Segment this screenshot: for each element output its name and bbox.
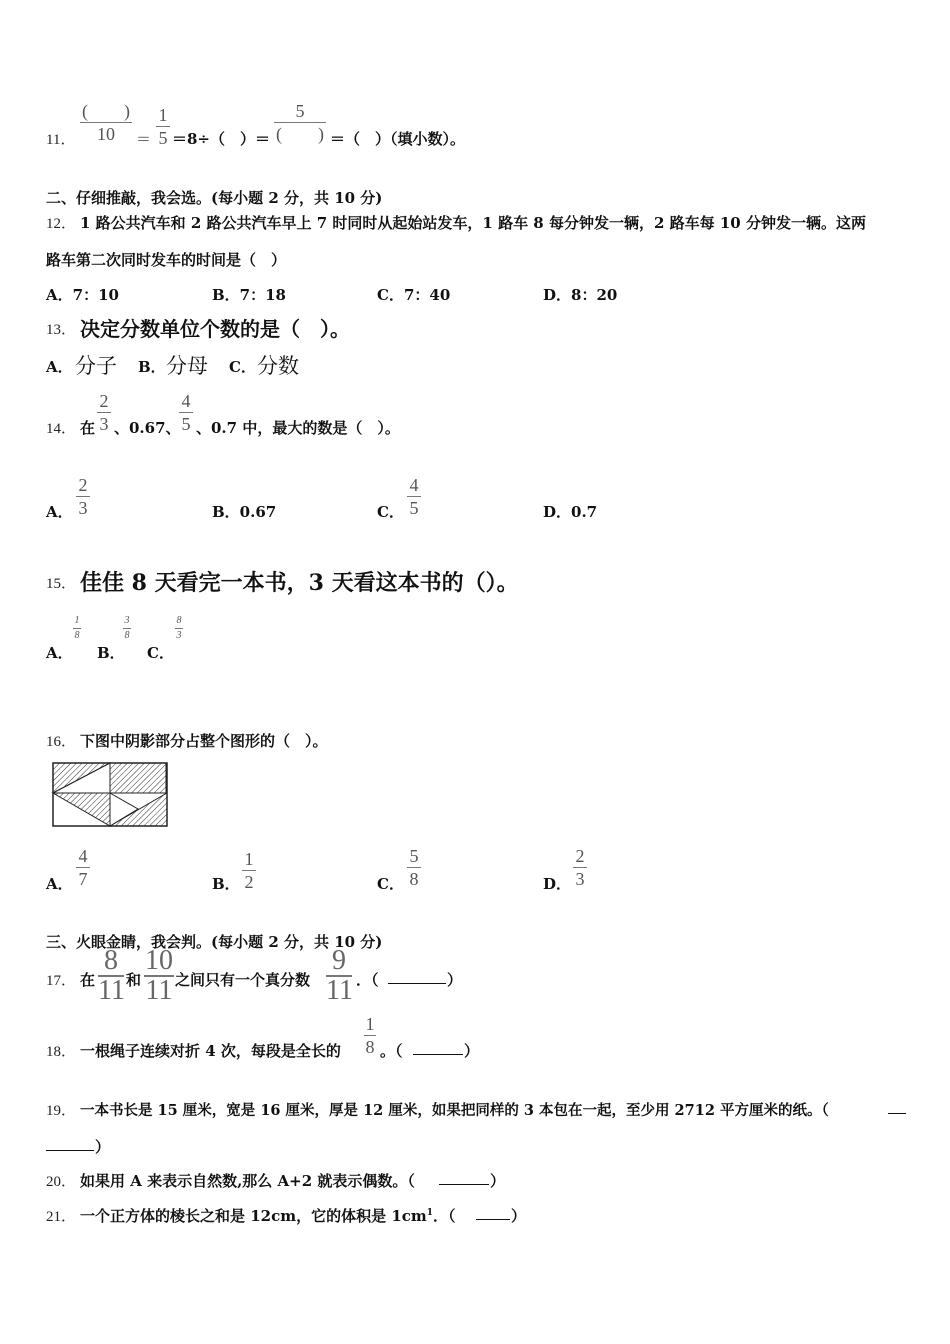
option-c-fraction[interactable]: 8 3	[176, 615, 182, 641]
question-20-text: 如果用 A 来表示自然数,那么 A+2 就表示偶数。（	[80, 1172, 415, 1190]
shaded-figure	[50, 761, 170, 831]
question-number: 14．	[46, 421, 77, 437]
question-number: 12．	[46, 216, 77, 232]
answer-blank[interactable]	[439, 1184, 489, 1185]
fraction: 4 5	[179, 392, 193, 433]
question-number: 19．	[46, 1103, 77, 1119]
answer-blank[interactable]	[413, 1054, 463, 1055]
answer-blank[interactable]	[888, 1113, 906, 1114]
question-number: 15．	[46, 576, 77, 592]
option-d[interactable]: D．8：20	[543, 286, 618, 304]
option-c-text[interactable]: 分数	[257, 354, 299, 378]
option-a-fraction[interactable]: 2 3	[76, 476, 90, 517]
answer-blank[interactable]	[388, 983, 446, 984]
question-number: 11．	[46, 132, 76, 148]
section-heading-2: 二、仔细推敲，我会选。(每小题 2 分，共 10 分)	[46, 189, 383, 207]
question-13-text: 决定分数单位个数的是（ ）。	[80, 317, 350, 341]
question-number: 21．	[46, 1209, 77, 1225]
option-a[interactable]: A．7：10	[46, 286, 119, 304]
question-12-text: 1 路公共汽车和 2 路公共汽车早上 7 时同时从起始站发车，1 路车 8 每分钟发一辆，2 路车每 10 分钟发一辆。这两	[80, 214, 866, 232]
fraction: 1 5	[156, 106, 170, 147]
option-a-label[interactable]: A．	[46, 644, 73, 662]
option-a-fraction[interactable]: 4 7	[76, 847, 90, 888]
answer-blank[interactable]	[476, 1219, 510, 1220]
fraction: 8 11	[98, 945, 125, 1006]
question-15-text: 佳佳 8 天看完一本书，3 天看这本书的（）。	[80, 570, 519, 596]
option-b-label[interactable]: B．	[212, 875, 240, 893]
option-a-label[interactable]: A．	[46, 358, 73, 376]
option-c-label[interactable]: C．	[377, 875, 404, 893]
fraction: 9 11	[326, 945, 353, 1006]
question-16-text: 下图中阴影部分占整个图形的（ ）。	[80, 732, 328, 750]
option-a-fraction[interactable]: 1 8	[74, 615, 80, 641]
fraction: ( ) 10	[82, 101, 130, 144]
option-c-fraction[interactable]: 5 8	[407, 847, 421, 888]
option-a-text[interactable]: 分子	[75, 354, 117, 378]
question-18-text: 一根绳子连续对折 4 次，每段是全长的	[80, 1042, 341, 1060]
option-b-text[interactable]: 分母	[166, 354, 208, 378]
option-b[interactable]: B．0.67	[212, 503, 277, 521]
option-b-fraction[interactable]: 3 8	[124, 615, 130, 641]
option-d-fraction[interactable]: 2 3	[573, 847, 587, 888]
question-number: 18．	[46, 1044, 77, 1060]
option-c-fraction[interactable]: 4 5	[407, 476, 421, 517]
question-19-text: 一本书长是 15 厘米，宽是 16 厘米，厚是 12 厘米，如果把同样的 3 本包在一起，至少用 2712 平方厘米的纸。（	[80, 1102, 829, 1119]
option-c-label[interactable]: C．	[229, 358, 256, 376]
section-heading-3: 三、火眼金睛，我会判。(每小题 2 分，共 10 分)	[46, 933, 383, 951]
option-c-label[interactable]: C．	[377, 503, 404, 521]
fraction: 10 11	[145, 945, 173, 1006]
question-number: 13．	[46, 322, 77, 338]
fraction: 2 3	[97, 392, 111, 433]
fraction: 5 ( )	[276, 101, 324, 144]
option-d-label[interactable]: D．	[543, 875, 572, 893]
option-b-label[interactable]: B．	[138, 358, 166, 376]
option-a-label[interactable]: A．	[46, 875, 73, 893]
question-number: 17．	[46, 973, 77, 989]
question-21-text: 一个正方体的棱长之和是 12cm，它的体积是 $1cm^1$．（	[80, 1207, 456, 1225]
answer-blank-cont[interactable]	[46, 1150, 94, 1151]
option-b[interactable]: B．7：18	[212, 286, 286, 304]
option-a-label[interactable]: A．	[46, 503, 73, 521]
option-c[interactable]: C．7：40	[377, 286, 451, 304]
question-number: 20．	[46, 1174, 77, 1190]
option-d[interactable]: D．0.7	[543, 503, 598, 521]
fraction: 1 8	[365, 1014, 375, 1057]
question-number: 16．	[46, 734, 77, 750]
option-b-fraction[interactable]: 1 2	[242, 850, 256, 891]
option-c-label[interactable]: C．	[147, 644, 174, 662]
option-b-label[interactable]: B．	[97, 644, 125, 662]
question-12-text-cont: 路车第二次同时发车的时间是（ ）	[46, 251, 287, 269]
